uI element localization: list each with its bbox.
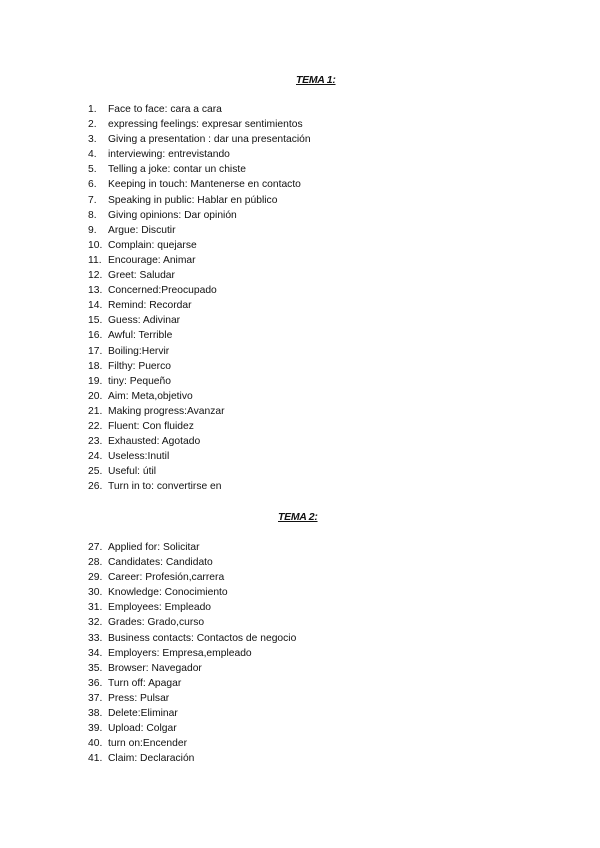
item-number: 5. bbox=[88, 164, 97, 176]
item-number: 32. bbox=[88, 617, 103, 629]
list-item bbox=[88, 177, 311, 192]
list-item bbox=[88, 751, 296, 766]
item-text: Guess: Adivinar bbox=[108, 315, 181, 327]
item-number: 13. bbox=[88, 285, 103, 297]
list-item bbox=[88, 162, 311, 177]
list-item bbox=[88, 540, 296, 555]
item-text: Greet: Saludar bbox=[108, 270, 175, 282]
item-text: Speaking in public: Hablar en público bbox=[108, 194, 278, 206]
list-item bbox=[88, 570, 296, 585]
item-number: 7. bbox=[88, 194, 97, 206]
list-item bbox=[88, 706, 296, 721]
item-number: 41. bbox=[88, 753, 103, 765]
item-text: Useless:Inutil bbox=[108, 451, 170, 463]
item-number: 39. bbox=[88, 723, 103, 735]
item-text: Face to face: cara a cara bbox=[108, 104, 222, 115]
item-number: 37. bbox=[88, 692, 103, 704]
list-item bbox=[88, 132, 311, 147]
item-number: 9. bbox=[88, 224, 97, 236]
item-text: Complain: quejarse bbox=[108, 239, 197, 251]
item-text: Applied for: Solicitar bbox=[108, 542, 200, 553]
list-item bbox=[88, 555, 296, 570]
item-text: Aim: Meta,objetivo bbox=[108, 390, 193, 402]
item-number: 12. bbox=[88, 270, 103, 282]
item-number: 17. bbox=[88, 345, 103, 357]
section-2-title: TEMA 2: bbox=[278, 511, 318, 523]
item-text: Concerned:Preocupado bbox=[108, 285, 217, 297]
list-item bbox=[88, 615, 296, 630]
item-text: Boiling:Hervir bbox=[108, 345, 170, 357]
list-item bbox=[88, 736, 296, 751]
list-item bbox=[88, 313, 311, 328]
vocabulary-list-1 bbox=[88, 102, 311, 494]
list-item bbox=[88, 646, 296, 661]
list-item bbox=[88, 464, 311, 479]
item-text: turn on:Encender bbox=[108, 738, 187, 750]
item-number: 8. bbox=[88, 209, 97, 221]
item-text: Fluent: Con fluidez bbox=[108, 420, 194, 432]
item-number: 3. bbox=[88, 134, 97, 146]
item-number: 11. bbox=[88, 254, 102, 266]
item-text: Browser: Navegador bbox=[108, 662, 202, 674]
item-number: 40. bbox=[88, 738, 103, 750]
item-number: 23. bbox=[88, 436, 103, 448]
item-number: 33. bbox=[88, 632, 103, 644]
list-item bbox=[88, 298, 311, 313]
item-text: Encourage: Animar bbox=[108, 254, 196, 266]
list-item bbox=[88, 676, 296, 691]
item-text: Employers: Empresa,empleado bbox=[108, 647, 252, 659]
list-item bbox=[88, 419, 311, 434]
item-number: 38. bbox=[88, 708, 103, 720]
item-text: Giving opinions: Dar opinión bbox=[108, 209, 237, 221]
list-item bbox=[88, 585, 296, 600]
item-number: 15. bbox=[88, 315, 103, 327]
item-text: Telling a joke: contar un chiste bbox=[108, 164, 246, 176]
list-item bbox=[88, 344, 311, 359]
list-item bbox=[88, 359, 311, 374]
item-text: Turn in to: convertirse en bbox=[108, 481, 222, 493]
item-number: 35. bbox=[88, 662, 103, 674]
item-text: interviewing: entrevistando bbox=[108, 149, 230, 161]
item-text: Awful: Terrible bbox=[108, 330, 173, 342]
item-text: Claim: Declaración bbox=[108, 753, 195, 765]
item-number: 24. bbox=[88, 451, 103, 463]
item-number: 4. bbox=[88, 149, 97, 161]
item-number: 26. bbox=[88, 481, 103, 493]
list-item bbox=[88, 102, 311, 117]
item-text: Keeping in touch: Mantenerse en contacto bbox=[108, 179, 301, 191]
section-1-title: TEMA 1: bbox=[296, 74, 336, 86]
item-text: Candidates: Candidato bbox=[108, 557, 213, 569]
list-item bbox=[88, 661, 296, 676]
item-number: 31. bbox=[88, 602, 103, 614]
list-item bbox=[88, 404, 311, 419]
list-item bbox=[88, 389, 311, 404]
item-number: 27. bbox=[88, 542, 103, 553]
item-number: 34. bbox=[88, 647, 103, 659]
item-text: Employees: Empleado bbox=[108, 602, 212, 614]
item-text: Turn off: Apagar bbox=[108, 677, 182, 689]
item-number: 29. bbox=[88, 572, 103, 584]
list-item bbox=[88, 283, 311, 298]
item-number: 14. bbox=[88, 300, 103, 312]
list-item bbox=[88, 147, 311, 162]
item-number: 30. bbox=[88, 587, 103, 599]
item-text: Remind: Recordar bbox=[108, 300, 192, 312]
item-text: Useful: útil bbox=[108, 466, 157, 478]
item-text: expressing feelings: expresar sentimientos bbox=[108, 119, 303, 131]
item-number: 2. bbox=[88, 119, 97, 131]
item-number: 20. bbox=[88, 390, 103, 402]
list-item bbox=[88, 328, 311, 343]
list-item bbox=[88, 253, 311, 268]
item-text: Exhausted: Agotado bbox=[108, 436, 201, 448]
item-number: 25. bbox=[88, 466, 103, 478]
item-text: Filthy: Puerco bbox=[108, 360, 171, 372]
item-number: 28. bbox=[88, 557, 103, 569]
list-item bbox=[88, 238, 311, 253]
item-number: 22. bbox=[88, 420, 103, 432]
item-number: 19. bbox=[88, 375, 103, 387]
list-item bbox=[88, 600, 296, 615]
item-text: Giving a presentation : dar una presentación bbox=[108, 134, 311, 146]
item-number: 10. bbox=[88, 239, 103, 251]
item-text: Making progress:Avanzar bbox=[108, 405, 225, 417]
list-item bbox=[88, 223, 311, 238]
list-item bbox=[88, 268, 311, 283]
list-item bbox=[88, 374, 311, 389]
item-number: 1. bbox=[88, 104, 97, 115]
list-item bbox=[88, 208, 311, 223]
item-text: Delete:Eliminar bbox=[108, 708, 178, 720]
list-item bbox=[88, 193, 311, 208]
item-text: Business contacts: Contactos de negocio bbox=[108, 632, 297, 644]
item-text: Argue: Discutir bbox=[108, 224, 176, 236]
item-text: tiny: Pequeño bbox=[108, 375, 171, 387]
list-item bbox=[88, 117, 311, 132]
item-text: Knowledge: Conocimiento bbox=[108, 587, 228, 599]
item-number: 18. bbox=[88, 360, 103, 372]
item-text: Career: Profesión,carrera bbox=[108, 572, 225, 584]
list-item bbox=[88, 449, 311, 464]
item-number: 21. bbox=[88, 405, 103, 417]
list-item bbox=[88, 721, 296, 736]
list-item bbox=[88, 631, 296, 646]
item-number: 6. bbox=[88, 179, 97, 191]
item-text: Grades: Grado,curso bbox=[108, 617, 205, 629]
item-text: Press: Pulsar bbox=[108, 692, 170, 704]
item-text: Upload: Colgar bbox=[108, 723, 177, 735]
list-item bbox=[88, 479, 311, 494]
item-number: 16. bbox=[88, 330, 103, 342]
item-number: 36. bbox=[88, 677, 103, 689]
vocabulary-list-2 bbox=[88, 540, 296, 766]
list-item bbox=[88, 691, 296, 706]
list-item bbox=[88, 434, 311, 449]
